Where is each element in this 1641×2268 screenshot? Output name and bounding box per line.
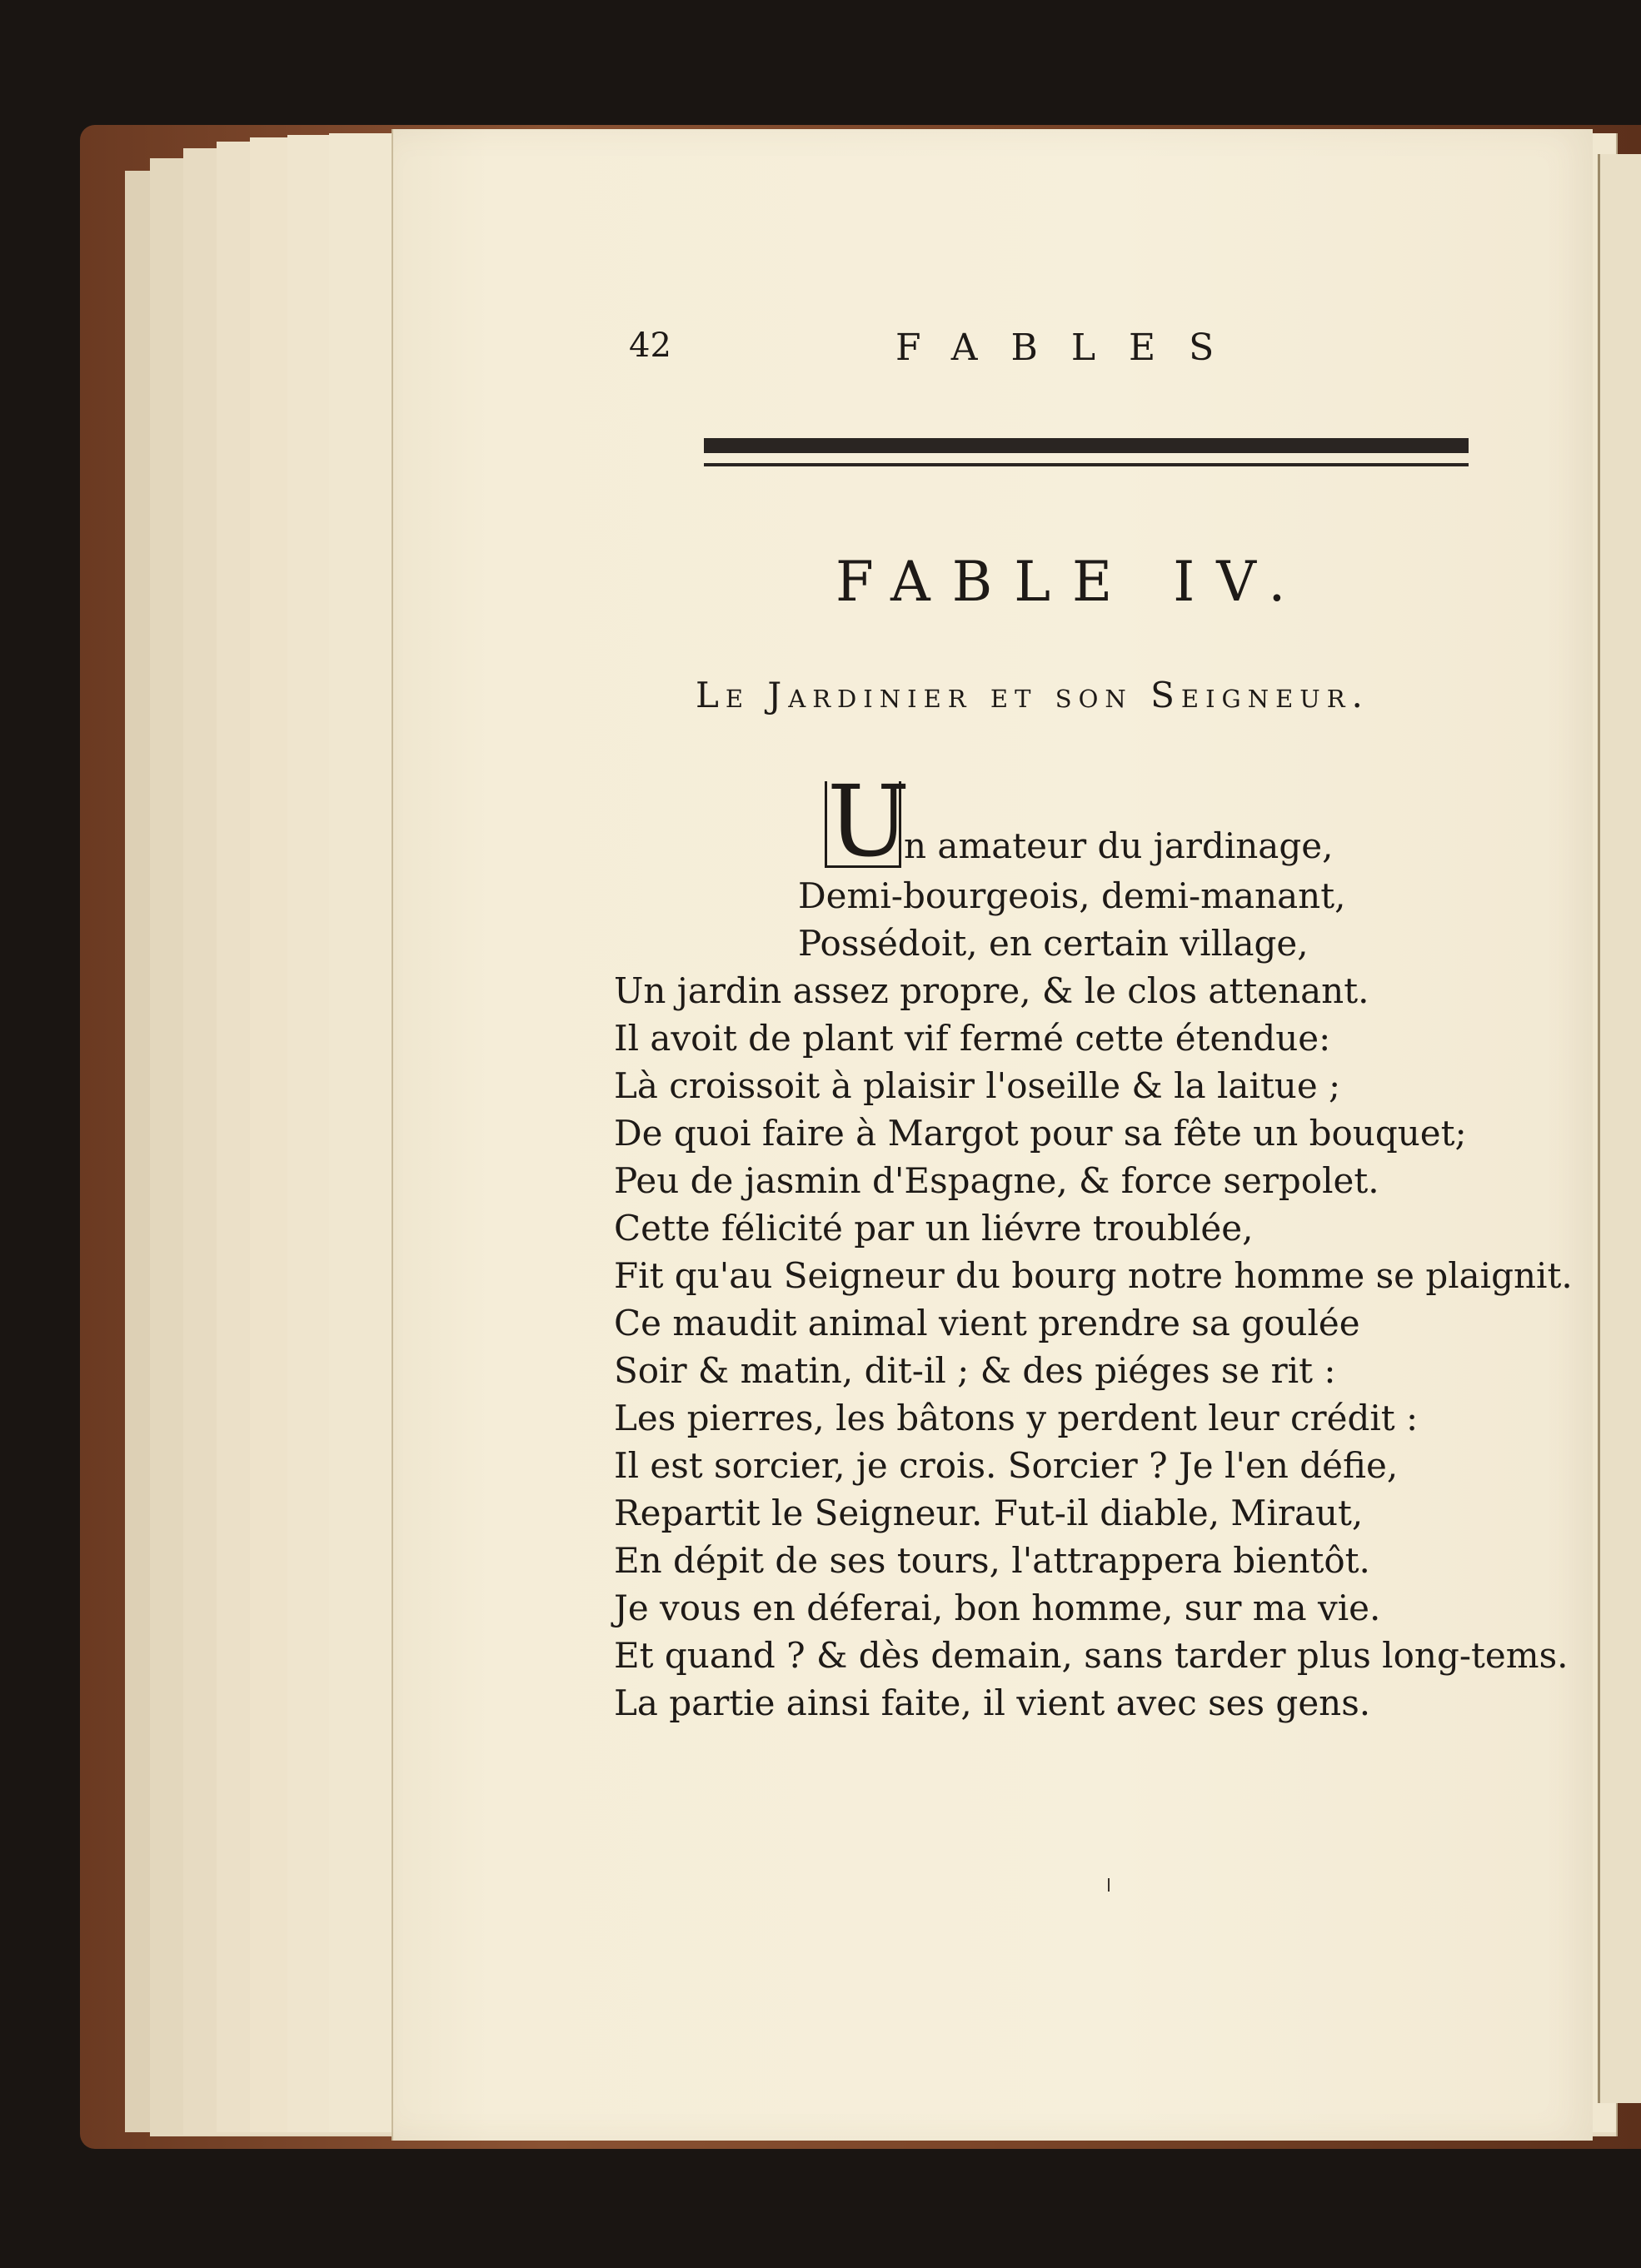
facing-page-edge xyxy=(1598,154,1641,2103)
verse-line: n amateur du jardinage, xyxy=(904,825,1334,866)
verse-line: Possédoit, en certain village, xyxy=(798,923,1309,964)
verse-line: Là croissoit à plaisir l'oseille & la laitue ; xyxy=(614,1065,1341,1106)
verse-line: Peu de jasmin d'Espagne, & force serpolet. xyxy=(614,1160,1379,1201)
ink-speck xyxy=(1108,1878,1110,1892)
verse-line: Les pierres, les bâtons y perdent leur crédit : xyxy=(614,1398,1419,1438)
verse-line: Il avoit de plant vif fermé cette étendue: xyxy=(614,1018,1331,1059)
verse-line: Soir & matin, dit-il ; & des piéges se rit : xyxy=(614,1350,1336,1391)
verse-line: Et quand ? & dès demain, sans tarder plus long-tems. xyxy=(614,1635,1569,1676)
verse-line: En dépit de ses tours, l'attrappera bientôt. xyxy=(614,1540,1370,1581)
verse-line: Repartit le Seigneur. Fut-il diable, Miraut, xyxy=(614,1493,1364,1533)
running-head: FABLES xyxy=(895,326,1248,369)
verse-line: Fit qu'au Seigneur du bourg notre homme se plaignit. xyxy=(614,1255,1573,1296)
header-rule-thick xyxy=(704,438,1469,453)
verse-line: Il est sorcier, je crois. Sorcier ? Je l'en défie, xyxy=(614,1445,1399,1486)
verse-line: La partie ainsi faite, il vient avec ses gens. xyxy=(614,1682,1371,1723)
verse-line: Je vous en déferai, bon homme, sur ma vie. xyxy=(614,1588,1381,1628)
verse-line: Un jardin assez propre, & le clos attenant. xyxy=(614,970,1369,1011)
verse-line: Demi-bourgeois, demi-manant, xyxy=(798,875,1346,916)
verse-line: De quoi faire à Margot pour sa fête un bouquet; xyxy=(614,1113,1467,1154)
page-number: 42 xyxy=(629,326,671,365)
header-rule-thin xyxy=(704,463,1469,466)
fable-subtitle: Le Jardinier et son Seigneur. xyxy=(696,675,1369,715)
verse-line: Ce maudit animal vient prendre sa goulée xyxy=(614,1303,1360,1343)
verse-line: Cette félicité par un liévre troublée, xyxy=(614,1208,1254,1249)
fable-title: FABLE IV. xyxy=(835,550,1308,614)
drop-cap: U xyxy=(825,781,901,868)
